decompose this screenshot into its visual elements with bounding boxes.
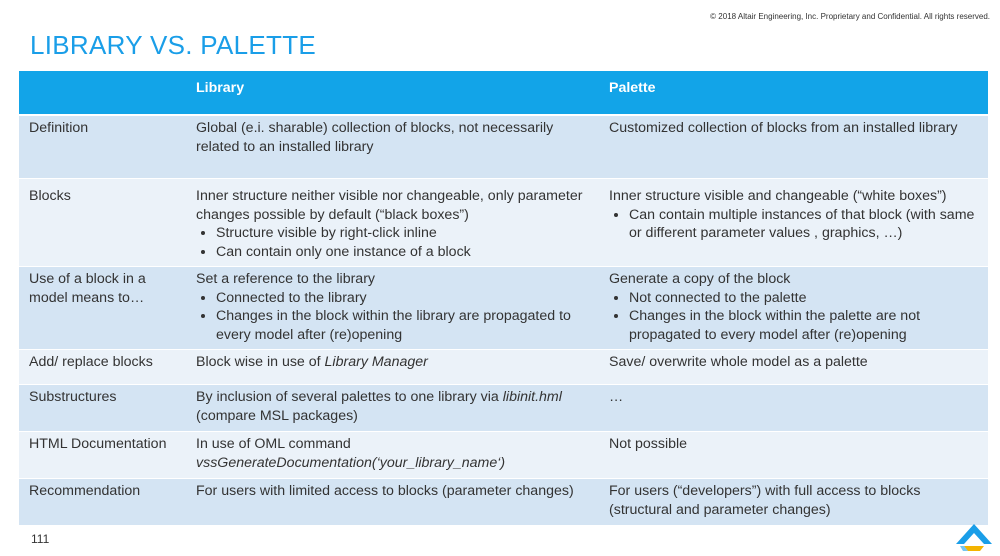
library-cell	[186, 385, 599, 432]
copyright-notice: © 2018 Altair Engineering, Inc. Proprietary and Confidential. All rights reserved.	[710, 12, 990, 21]
library-cell: For users with limited access to blocks (parameter changes)	[186, 479, 599, 526]
palette-cell: Customized collection of blocks from an installed library	[599, 115, 988, 179]
library-bullet-list	[196, 289, 589, 345]
library-text: Block wise in use of	[196, 354, 325, 370]
header-cell-palette: Palette	[599, 71, 988, 115]
header-cell-empty	[19, 71, 186, 115]
list-item: • Can contain multiple instances of that block (with same or different parameter values , graphics, …)	[629, 206, 978, 243]
library-text: Inner structure neither visible nor changeable, only parameter changes possible by default (“black boxes”)	[196, 188, 583, 223]
header-cell-library: Library	[186, 71, 599, 115]
palette-cell	[599, 267, 988, 350]
palette-cell: …	[599, 385, 988, 432]
library-text-suffix: (compare MSL packages)	[196, 407, 358, 424]
library-cell	[186, 179, 599, 267]
library-text: Set a reference to the library	[196, 271, 376, 287]
library-cell: Global (e.i. sharable) collection of blocks, not necessarily related to an installed library	[186, 115, 599, 179]
palette-bullet-list	[609, 206, 978, 243]
library-bullet-list	[196, 224, 589, 261]
row-label: Substructures	[19, 385, 186, 432]
library-cell	[186, 267, 599, 350]
table-row	[19, 267, 988, 350]
palette-cell: Not possible	[599, 432, 988, 479]
list-item: • Structure visible by right-click inline	[216, 224, 589, 243]
comparison-table	[19, 71, 988, 526]
list-item: • Not connected to the palette	[629, 289, 978, 308]
palette-cell: For users (“developers”) with full access to blocks (structural and parameter changes)	[599, 479, 988, 526]
table-row	[19, 432, 988, 479]
table-row	[19, 179, 988, 267]
palette-bullet-list	[609, 289, 978, 345]
palette-cell: Save/ overwrite whole model as a palette	[599, 350, 988, 385]
palette-text: Inner structure visible and changeable (“white boxes”)	[609, 188, 947, 204]
row-label: Definition	[19, 115, 186, 179]
library-text: By inclusion of several palettes to one library via	[196, 389, 503, 405]
palette-text: Generate a copy of the block	[609, 271, 791, 287]
row-label: Add/ replace blocks	[19, 350, 186, 385]
table-row	[19, 385, 988, 432]
table-row	[19, 350, 988, 385]
table-row	[19, 479, 988, 526]
list-item: • Changes in the block within the palette are not propagated to every model after (re)opening	[629, 307, 978, 344]
table-header-row	[19, 71, 988, 115]
list-item: • Changes in the block within the library are propagated to every model after (re)opening	[216, 307, 589, 344]
list-item: • Connected to the library	[216, 289, 589, 308]
palette-cell	[599, 179, 988, 267]
library-manager-term: Library Manager	[324, 354, 428, 370]
libinit-filename: libinit.hml	[502, 389, 562, 405]
library-cell	[186, 432, 599, 479]
row-label: Use of a block in a model means to…	[19, 267, 186, 350]
altair-logo-icon	[954, 522, 994, 552]
row-label: Recommendation	[19, 479, 186, 526]
library-cell	[186, 350, 599, 385]
row-label: Blocks	[19, 179, 186, 267]
table-row	[19, 115, 988, 179]
library-text: In use of OML command	[196, 436, 351, 452]
list-item: • Can contain only one instance of a block	[216, 243, 589, 262]
page-number: 111	[31, 532, 50, 546]
row-label: HTML Documentation	[19, 432, 186, 479]
slide-title: LIBRARY VS. PALETTE	[30, 30, 317, 60]
oml-command: vssGenerateDocumentation(‘your_library_name‘)	[196, 454, 506, 471]
